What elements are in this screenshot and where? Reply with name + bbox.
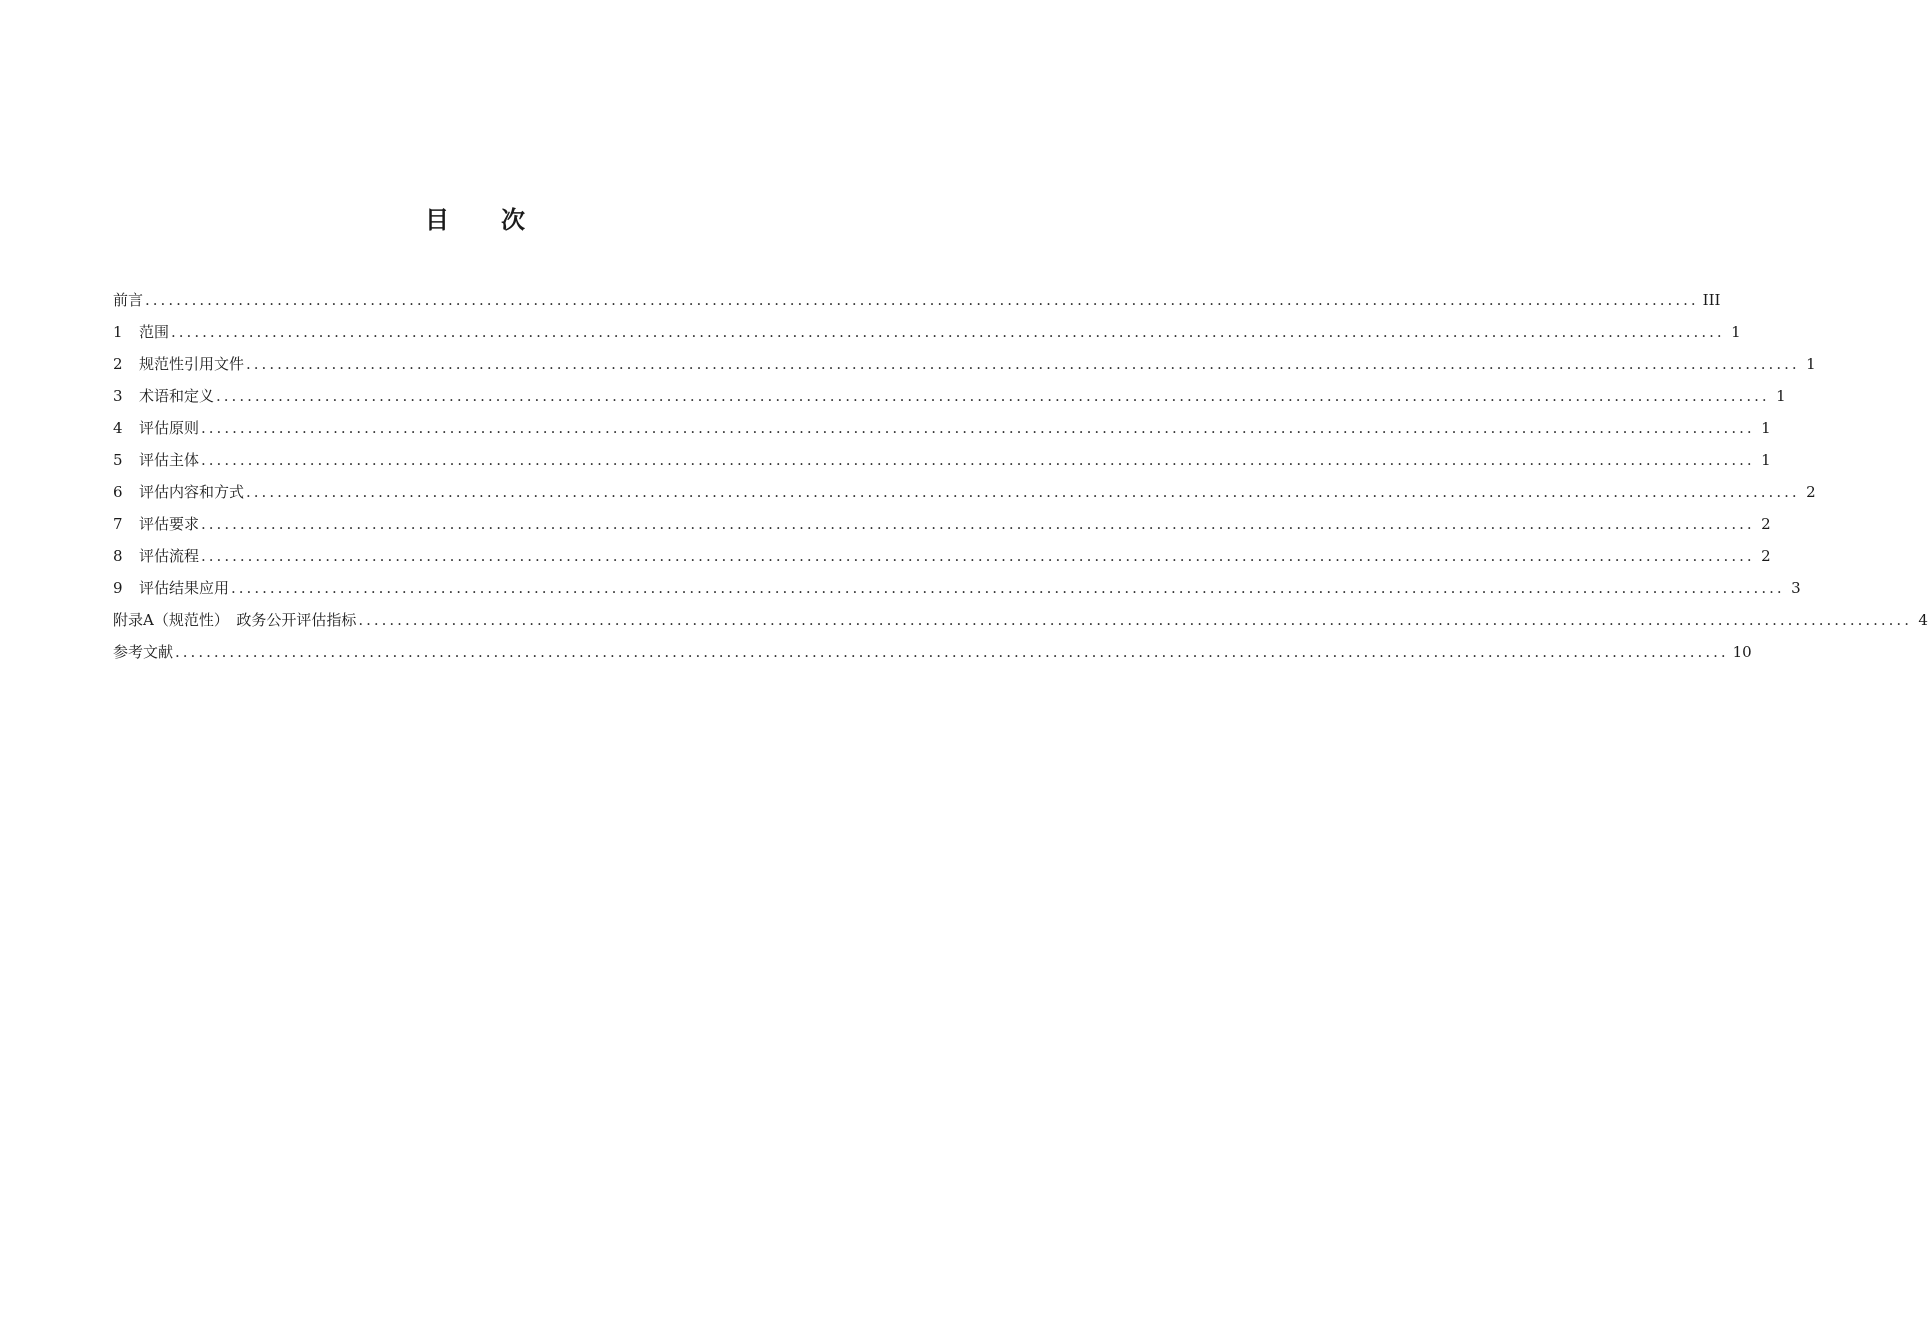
- toc-entry-page: 1: [1776, 387, 1786, 405]
- toc-leader-dots: ........................................................................................................................................................................................................: [145, 291, 1699, 309]
- toc-entry-number: 2: [113, 355, 123, 373]
- toc-entry-label: 评估内容和方式: [139, 483, 245, 501]
- toc-leader-dots: ........................................................................................................................................................................................................: [201, 451, 1755, 469]
- toc-entry-label: 评估流程: [139, 547, 200, 565]
- toc-entry-number: 4: [113, 419, 123, 437]
- toc-entry-page: 1: [1761, 419, 1771, 437]
- title-char-2: 次: [501, 206, 525, 234]
- toc-entry-number: 5: [113, 451, 123, 469]
- toc-entry-label: 评估原则: [139, 419, 200, 437]
- toc-entry-page: 2: [1761, 515, 1771, 533]
- toc-entry-label: 评估要求: [139, 515, 200, 533]
- toc-entry-label: 规范性引用文件: [139, 355, 245, 373]
- toc-entry-page: 3: [1791, 579, 1801, 597]
- toc-leader-dots: ........................................................................................................................................................................................................: [175, 643, 1729, 661]
- toc-entry-number: 6: [113, 483, 123, 501]
- page-title: [0, 200, 950, 235]
- toc-entry-preface[interactable]: [113, 286, 1721, 318]
- toc-entry-2[interactable]: [113, 350, 1816, 382]
- toc-leader-dots: ........................................................................................................................................................................................................: [358, 611, 1912, 629]
- table-of-contents: [113, 286, 1928, 670]
- toc-entry-4[interactable]: [113, 414, 1771, 446]
- toc-entry-page: 2: [1806, 483, 1816, 501]
- toc-entry-7[interactable]: [113, 510, 1771, 542]
- toc-entry-1[interactable]: [113, 318, 1741, 350]
- toc-entry-label: 附录A（规范性） 政务公开评估指标: [113, 611, 357, 629]
- toc-entry-6[interactable]: [113, 478, 1816, 510]
- toc-entry-5[interactable]: [113, 446, 1771, 478]
- toc-entry-8[interactable]: [113, 542, 1771, 574]
- toc-entry-page: 10: [1732, 643, 1752, 661]
- toc-entry-page: 1: [1761, 451, 1771, 469]
- toc-leader-dots: ........................................................................................................................................................................................................: [201, 419, 1755, 437]
- toc-entry-number: 8: [113, 547, 123, 565]
- toc-entry-label: 范围: [139, 323, 170, 341]
- toc-entry-label: 评估结果应用: [139, 579, 230, 597]
- toc-entry-label: 前言: [113, 291, 144, 309]
- toc-entry-page: 2: [1761, 547, 1771, 565]
- toc-entry-references[interactable]: [113, 638, 1752, 670]
- toc-entry-appendix-a[interactable]: [113, 606, 1928, 638]
- toc-leader-dots: ........................................................................................................................................................................................................: [216, 387, 1770, 405]
- toc-entry-3[interactable]: [113, 382, 1786, 414]
- toc-entry-page: 1: [1731, 323, 1741, 341]
- title-char-1: 目: [425, 206, 449, 234]
- toc-entry-label: 评估主体: [139, 451, 200, 469]
- toc-entry-label: 术语和定义: [139, 387, 215, 405]
- toc-entry-number: 7: [113, 515, 123, 533]
- toc-entry-number: 3: [113, 387, 123, 405]
- toc-entry-9[interactable]: [113, 574, 1801, 606]
- toc-entry-number: 9: [113, 579, 123, 597]
- toc-entry-number: 1: [113, 323, 123, 341]
- toc-entry-page: III: [1702, 291, 1721, 309]
- toc-entry-page: 1: [1806, 355, 1816, 373]
- toc-leader-dots: ........................................................................................................................................................................................................: [246, 355, 1800, 373]
- toc-entry-label: 参考文献: [113, 643, 174, 661]
- toc-leader-dots: ........................................................................................................................................................................................................: [231, 579, 1785, 597]
- toc-entry-page: 4: [1918, 611, 1928, 629]
- toc-leader-dots: ........................................................................................................................................................................................................: [201, 515, 1755, 533]
- toc-leader-dots: ........................................................................................................................................................................................................: [246, 483, 1800, 501]
- toc-leader-dots: ........................................................................................................................................................................................................: [201, 547, 1755, 565]
- toc-leader-dots: ........................................................................................................................................................................................................: [171, 323, 1725, 341]
